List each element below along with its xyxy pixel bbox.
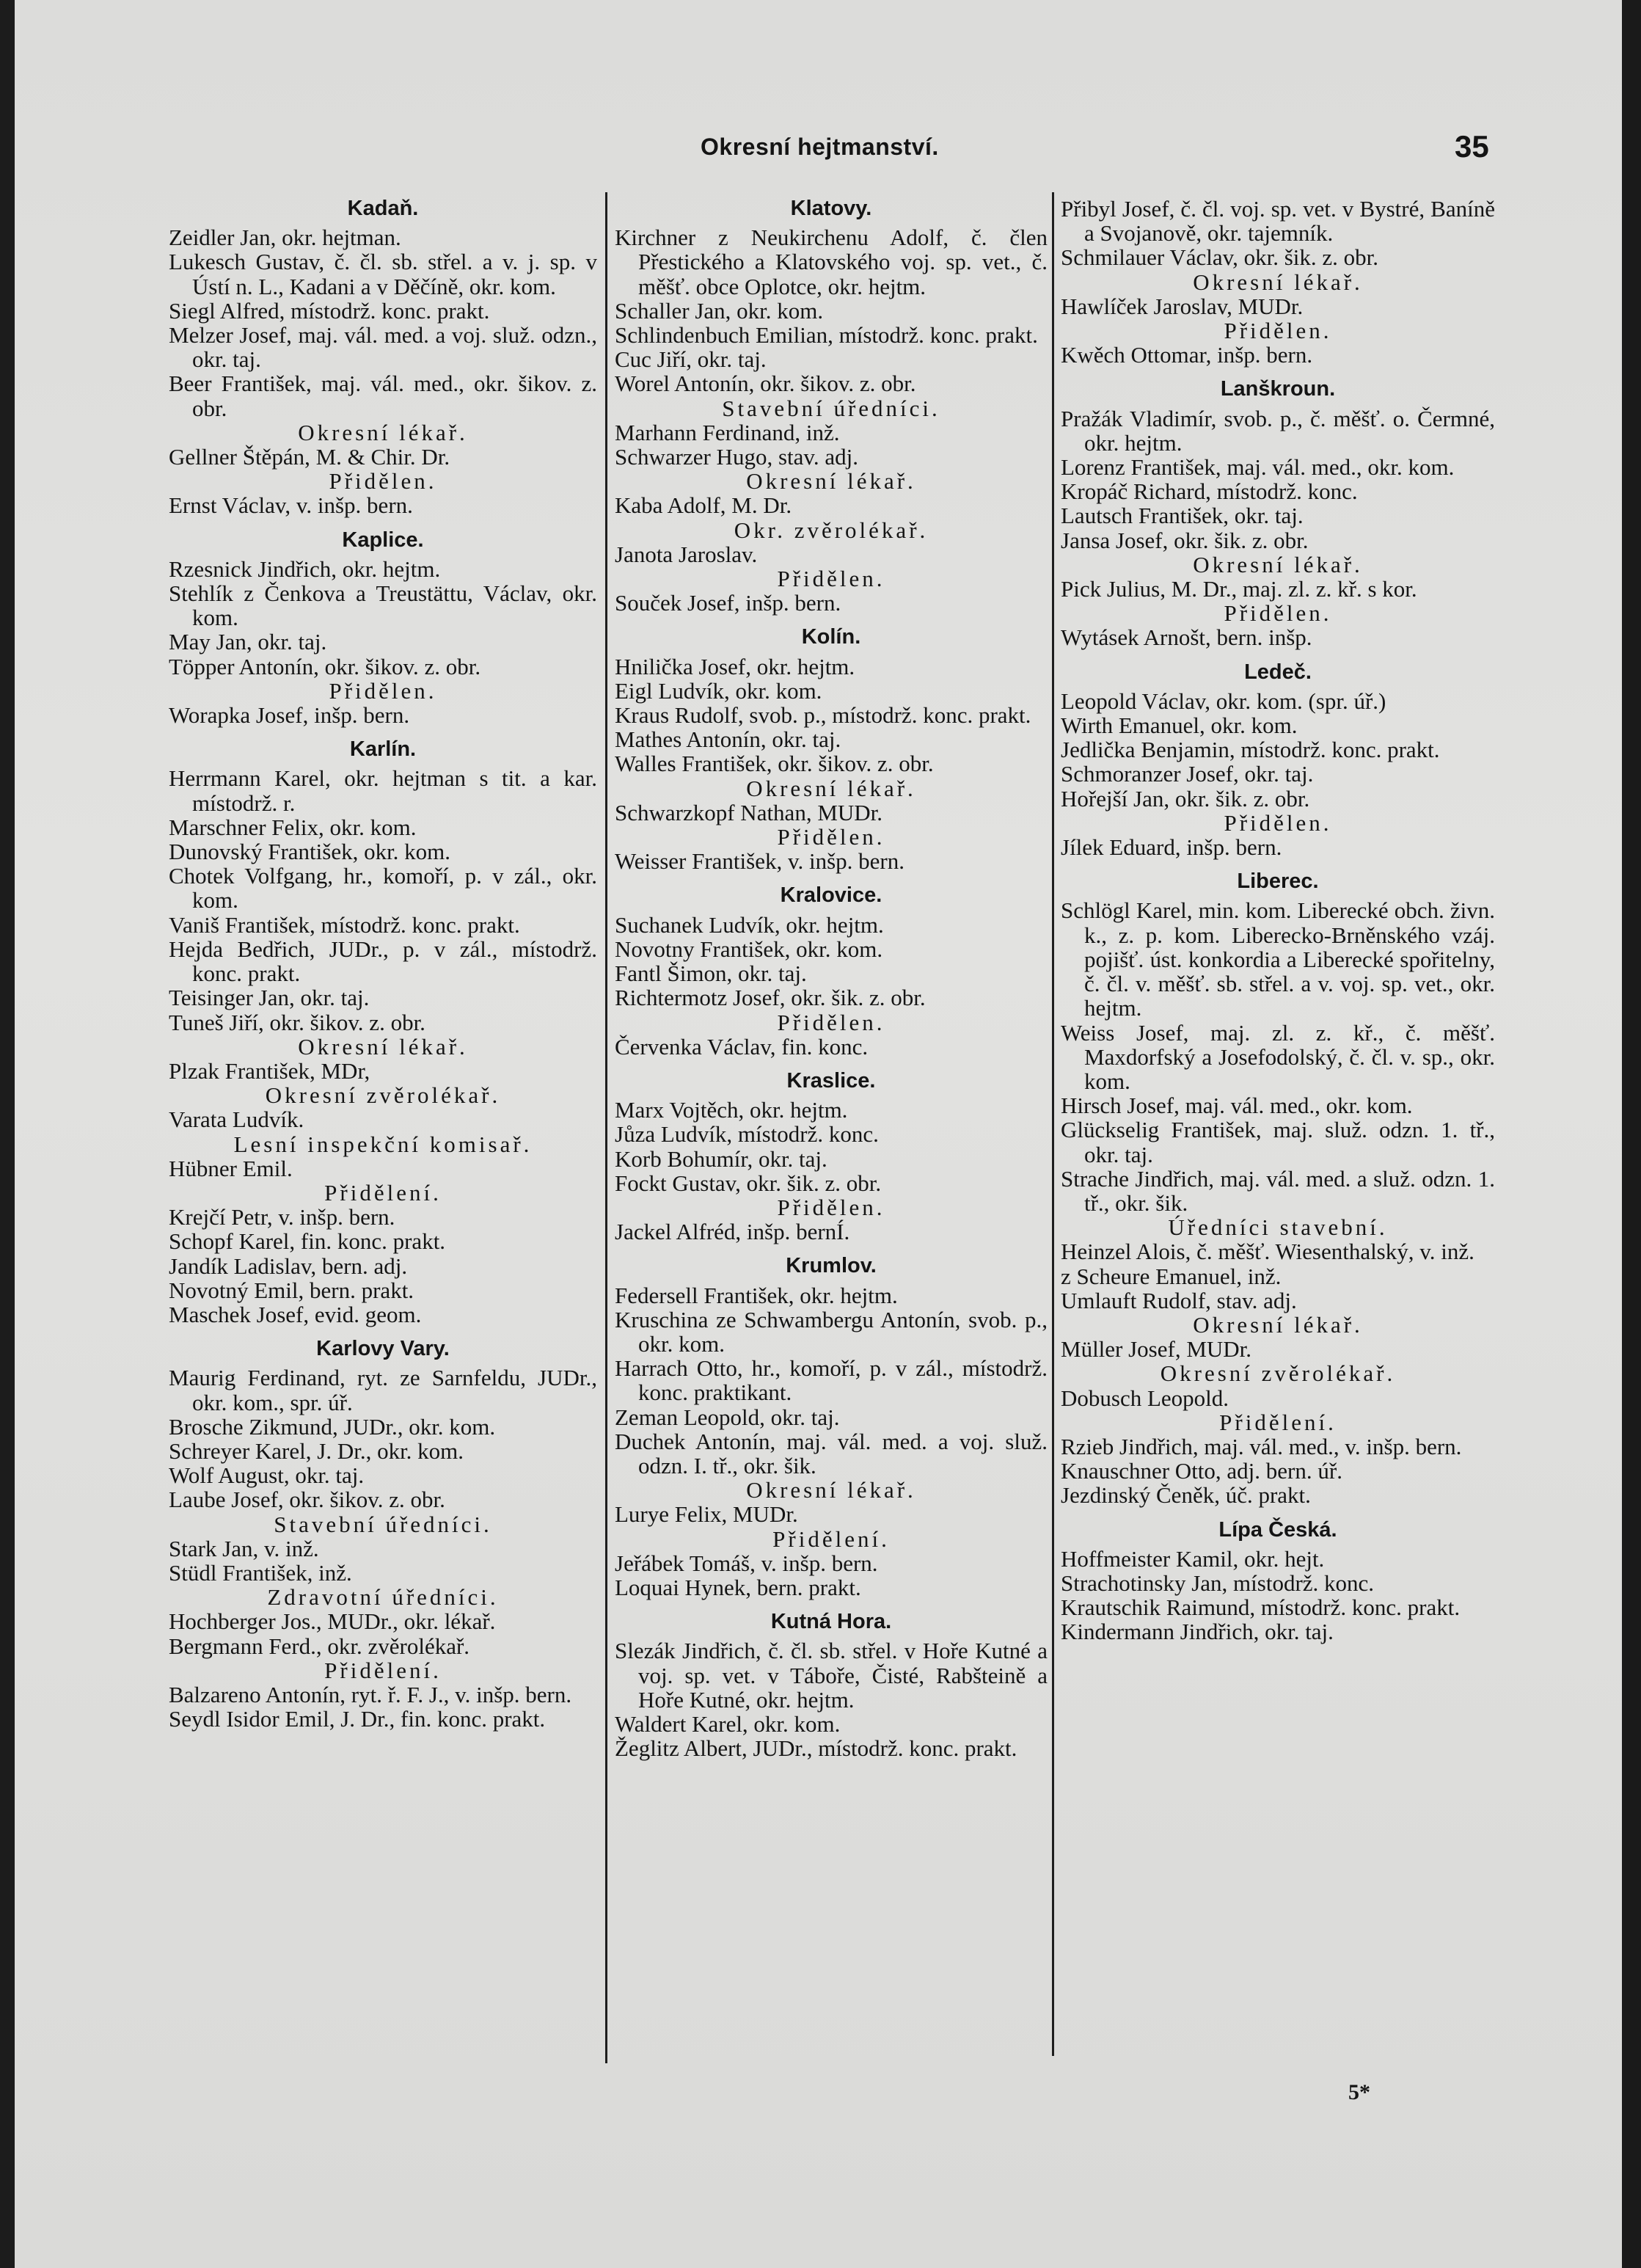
directory-entry: Hübner Emil.	[169, 1155, 293, 1181]
directory-entry: Stehlík z Čenkova a Treustättu, Václav, okr. kom.	[169, 580, 597, 631]
subsection-label: Okresní lékař.	[746, 1477, 916, 1503]
directory-entry: Žeglitz Albert, JUDr., místodrž. konc. prakt.	[615, 1735, 1017, 1762]
directory-entry: Federsell František, okr. hejtm.	[615, 1282, 898, 1308]
signature-mark: 5*	[1348, 2080, 1370, 2104]
directory-entry: Lurye Felix, MUDr.	[615, 1501, 798, 1528]
directory-entry: Jackel Alfréd, inšp. bernÍ.	[615, 1219, 850, 1245]
subsection-label: Okresní lékař.	[298, 419, 468, 445]
directory-entry: Melzer Josef, maj. vál. med. a voj. služ. odzn., okr. taj.	[169, 322, 597, 373]
directory-entry: Worapka Josef, inšp. bern.	[169, 702, 410, 729]
section-heading: Krumlov.	[786, 1254, 877, 1278]
directory-entry: Lorenz František, maj. vál. med., okr. kom.	[1061, 454, 1455, 481]
directory-entry: Schwarzer Hugo, stav. adj.	[615, 444, 858, 470]
directory-entry: Jandík Ladislav, bern. adj.	[169, 1252, 408, 1279]
subsection-label: Lesní inspekční komisař.	[233, 1131, 533, 1157]
subsection-label: Okresní lékař.	[746, 468, 916, 495]
directory-entry: Siegl Alfred, místodrž. konc. prakt.	[169, 297, 490, 324]
directory-entry: Marschner Felix, okr. kom.	[169, 814, 417, 840]
directory-entry: Jedlička Benjamin, místodrž. konc. prakt.	[1061, 737, 1440, 763]
subsection-label: Okresní lékař.	[298, 1033, 468, 1060]
directory-entry: Marx Vojtěch, okr. hejtm.	[615, 1097, 848, 1123]
subsection-label: Okresní zvěrolékař.	[1160, 1360, 1396, 1387]
directory-entry: Hirsch Josef, maj. vál. med., okr. kom.	[1061, 1093, 1413, 1119]
directory-entry: Lautsch František, okr. taj.	[1061, 503, 1304, 529]
directory-entry: Souček Josef, inšp. bern.	[615, 590, 841, 616]
directory-entry: Kirchner z Neukirchenu Adolf, č. člen Přestického a Klatovského voj. sp. vet., č. měšť. obce Oplotce, okr. hejtm.	[615, 225, 1048, 299]
section-heading: Kadaň.	[347, 197, 419, 220]
directory-entry: Maurig Ferdinand, ryt. ze Sarnfeldu, JUDr., okr. kom., spr. úř.	[169, 1365, 597, 1415]
section-heading: Liberec.	[1237, 869, 1319, 894]
subsection-label: Přidělen.	[777, 1194, 885, 1220]
directory-entry: Novotny František, okr. kom.	[615, 936, 883, 962]
section-heading: Lanškroun.	[1220, 377, 1336, 401]
directory-entry: Knauschner Otto, adj. bern. úř.	[1061, 1458, 1342, 1484]
directory-entry: Pick Julius, M. Dr., maj. zl. z. kř. s kor.	[1061, 576, 1417, 602]
subsection-label: Přidělení.	[324, 1179, 442, 1206]
subsection-label: Okr. zvěrolékař.	[734, 517, 929, 543]
section-heading: Karlín.	[349, 737, 417, 762]
subsection-label: Okresní lékař.	[1193, 551, 1363, 577]
subsection-label: Přidělen.	[329, 677, 437, 704]
directory-entry: Marhann Ferdinand, inž.	[615, 419, 840, 445]
directory-entry: Rzesnick Jindřich, okr. hejtm.	[169, 555, 441, 582]
directory-entry: Korb Bohumír, okr. taj.	[615, 1145, 827, 1172]
directory-entry: Seydl Isidor Emil, J. Dr., fin. konc. prakt.	[169, 1706, 546, 1732]
subsection-label: Úředníci stavební.	[1168, 1214, 1388, 1241]
subsection-label: Přidělení.	[324, 1657, 442, 1683]
directory-entry: Zeidler Jan, okr. hejtman.	[169, 225, 401, 251]
subsection-label: Přidělení.	[1219, 1409, 1337, 1435]
directory-entry: Stark Jan, v. inž.	[169, 1535, 319, 1561]
directory-entry: Heinzel Alois, č. měšť. Wiesenthalský, v. inž.	[1061, 1239, 1474, 1265]
directory-entry: Töpper Antonín, okr. šikov. z. obr.	[169, 653, 481, 679]
section-heading: Kutná Hora.	[770, 1610, 892, 1634]
subsection-label: Okresní lékař.	[1193, 1311, 1363, 1338]
directory-entry: Schaller Jan, okr. kom.	[615, 297, 824, 324]
directory-entry: Kindermann Jindřich, okr. taj.	[1061, 1619, 1334, 1645]
section-heading: Kolín.	[801, 625, 861, 649]
directory-entry: Kropáč Richard, místodrž. konc.	[1061, 478, 1358, 505]
directory-entry: Schwarzkopf Nathan, MUDr.	[615, 799, 883, 825]
directory-entry: Cuc Jiří, okr. taj.	[615, 346, 767, 373]
directory-entry: Krautschik Raimund, místodrž. konc. prakt.	[1061, 1594, 1461, 1621]
directory-entry: Hoffmeister Kamil, okr. hejt.	[1061, 1545, 1325, 1572]
section-heading: Kralovice.	[780, 883, 882, 908]
directory-entry: Eigl Ludvík, okr. kom.	[615, 677, 822, 704]
subsection-label: Stavební úředníci.	[274, 1511, 492, 1537]
directory-entry: Umlauft Rudolf, stav. adj.	[1061, 1287, 1297, 1313]
subsection-label: Stavební úředníci.	[722, 395, 940, 421]
directory-entry: Balzareno Antonín, ryt. ř. F. J., v. inšp. bern.	[169, 1681, 572, 1707]
directory-entry: Jůza Ludvík, místodrž. konc.	[615, 1121, 879, 1148]
directory-entry: Kraus Rudolf, svob. p., místodrž. konc. prakt.	[615, 702, 1031, 729]
directory-entry: Wolf August, okr. taj.	[169, 1462, 365, 1489]
section-heading: Kaplice.	[342, 528, 424, 552]
directory-entry: Kwěch Ottomar, inšp. bern.	[1061, 342, 1313, 368]
directory-entry: Zeman Leopold, okr. taj.	[615, 1404, 840, 1430]
directory-entry: Hejda Bedřich, JUDr., p. v zál., místodrž. konc. prakt.	[169, 936, 597, 987]
page-number: 35	[1455, 129, 1489, 164]
directory-entry: Glückselig František, maj. služ. odzn. 1. tř., okr. taj.	[1061, 1117, 1495, 1167]
directory-entry: Strache Jindřich, maj. vál. med. a služ. odzn. 1. tř., okr. šik.	[1061, 1165, 1495, 1216]
directory-entry: z Scheure Emanuel, inž.	[1061, 1263, 1282, 1289]
directory-entry: Novotný Emil, bern. prakt.	[169, 1277, 414, 1303]
directory-entry: Wirth Emanuel, okr. kom.	[1061, 712, 1298, 739]
directory-entry: Leopold Václav, okr. kom. (spr. úř.)	[1061, 688, 1386, 714]
directory-entry: Suchanek Ludvík, okr. hejtm.	[615, 911, 884, 938]
directory-entry: Wytásek Arnošt, bern. inšp.	[1061, 624, 1312, 651]
subsection-label: Zdravotní úředníci.	[267, 1584, 499, 1611]
directory-entry: Dobusch Leopold.	[1061, 1385, 1229, 1411]
scan-edge-right	[1622, 0, 1641, 2268]
subsection-label: Okresní lékař.	[1193, 269, 1363, 295]
directory-entry: Jansa Josef, okr. šik. z. obr.	[1061, 527, 1309, 553]
subsection-label: Přidělen.	[1224, 318, 1332, 344]
subsection-label: Přidělení.	[772, 1525, 890, 1552]
directory-entry: Červenka Václav, fin. konc.	[615, 1033, 869, 1060]
column-3	[1061, 197, 1495, 1644]
directory-entry: Slezák Jindřich, č. čl. sb. střel. v Hoře Kutné a voj. sp. vet. v Táboře, Čisté, Rabšteině a Hoře Kutné, okr. hejtm.	[615, 1638, 1048, 1713]
directory-entry: Kaba Adolf, M. Dr.	[615, 492, 792, 519]
directory-entry: Maschek Josef, evid. geom.	[169, 1301, 422, 1327]
directory-entry: Jezdinský Čeněk, úč. prakt.	[1061, 1482, 1311, 1509]
subsection-label: Přidělen.	[1224, 809, 1332, 836]
directory-entry: Fantl Šimon, okr. taj.	[615, 960, 807, 987]
directory-entry: Hnilička Josef, okr. hejtm.	[615, 653, 855, 679]
directory-entry: Tuneš Jiří, okr. šikov. z. obr.	[169, 1009, 425, 1035]
directory-entry: Schmilauer Václav, okr. šik. z. obr.	[1061, 244, 1379, 271]
directory-entry: Duchek Antonín, maj. vál. med. a voj. služ. odzn. I. tř., okr. šik.	[615, 1428, 1048, 1478]
directory-entry: Jílek Eduard, inšp. bern.	[1061, 834, 1282, 861]
directory-entry: Vaniš František, místodrž. konc. prakt.	[169, 911, 520, 938]
directory-entry: Loquai Hynek, bern. prakt.	[615, 1574, 861, 1600]
directory-entry: Plzak František, MDr,	[169, 1057, 370, 1084]
directory-entry: Laube Josef, okr. šikov. z. obr.	[169, 1487, 445, 1513]
page-title: Okresní hejtmanství.	[701, 134, 939, 160]
directory-entry: Worel Antonín, okr. šikov. z. obr.	[615, 371, 916, 397]
directory-entry: Přibyl Josef, č. čl. voj. sp. vet. v Bystré, Baníně a Svojanově, okr. tajemník.	[1061, 196, 1495, 247]
directory-entry: Rzieb Jindřich, maj. vál. med., v. inšp. bern.	[1061, 1433, 1462, 1459]
scan-edge-left	[0, 0, 15, 2268]
directory-entry: Schreyer Karel, J. Dr., okr. kom.	[169, 1437, 464, 1464]
directory-entry: Walles František, okr. šikov. z. obr.	[615, 751, 934, 777]
directory-entry: Janota Jaroslav.	[615, 541, 758, 567]
directory-entry: Hořejší Jan, okr. šik. z. obr.	[1061, 785, 1310, 812]
column-1	[169, 197, 597, 1731]
section-heading: Klatovy.	[790, 197, 872, 220]
subsection-label: Přidělen.	[1224, 600, 1332, 627]
section-heading: Kraslice.	[786, 1068, 876, 1093]
directory-entry: Varata Ludvík.	[169, 1106, 304, 1133]
directory-entry: Beer František, maj. vál. med., okr. šikov. z. obr.	[169, 371, 597, 421]
directory-entry: Weiss Josef, maj. zl. z. kř., č. měšť. Maxdorfský a Josefodolský, č. čl. v. sp., okr. kom.	[1061, 1019, 1495, 1094]
directory-entry: May Jan, okr. taj.	[169, 629, 327, 655]
directory-entry: Kruschina ze Schwambergu Antonín, svob. p., okr. kom.	[615, 1306, 1048, 1357]
directory-entry: Strachotinsky Jan, místodrž. konc.	[1061, 1569, 1375, 1596]
subsection-label: Přidělen.	[329, 468, 437, 495]
directory-entry: Richtermotz Josef, okr. šik. z. obr.	[615, 985, 926, 1011]
directory-entry: Chotek Volfgang, hr., komoří, p. v zál., okr. kom.	[169, 863, 597, 914]
section-heading: Lípa Česká.	[1218, 1517, 1337, 1542]
directory-entry: Ernst Václav, v. inšp. bern.	[169, 492, 413, 519]
directory-entry: Bergmann Ferd., okr. zvěrolékař.	[169, 1633, 470, 1659]
directory-entry: Mathes Antonín, okr. taj.	[615, 726, 841, 753]
directory-entry: Fockt Gustav, okr. šik. z. obr.	[615, 1170, 882, 1196]
directory-entry: Lukesch Gustav, č. čl. sb. střel. a v. j. sp. v Ústí n. L., Kadani a v Děčíně, okr. kom.	[169, 249, 597, 299]
directory-entry: Hochberger Jos., MUDr., okr. lékař.	[169, 1608, 496, 1635]
directory-entry: Herrmann Karel, okr. hejtman s tit. a kar. místodrž. r.	[169, 765, 597, 816]
directory-entry: Jeřábek Tomáš, v. inšp. bern.	[615, 1550, 878, 1576]
directory-entry: Dunovský František, okr. kom.	[169, 839, 451, 865]
subsection-label: Okresní lékař.	[746, 775, 916, 801]
directory-entry: Waldert Karel, okr. kom.	[615, 1710, 841, 1737]
directory-entry: Gellner Štěpán, M. & Chir. Dr.	[169, 444, 450, 470]
section-heading: Ledeč.	[1244, 660, 1312, 684]
directory-entry: Teisinger Jan, okr. taj.	[169, 985, 370, 1011]
directory-entry: Pražák Vladimír, svob. p., č. měšť. o. Čermné, okr. hejtm.	[1061, 405, 1495, 456]
directory-entry: Stüdl František, inž.	[169, 1559, 352, 1586]
directory-entry: Hawlíček Jaroslav, MUDr.	[1061, 293, 1304, 319]
subsection-label: Přidělen.	[777, 824, 885, 850]
subsection-label: Přidělen.	[777, 1009, 885, 1035]
directory-entry: Schmoranzer Josef, okr. taj.	[1061, 761, 1314, 787]
subsection-label: Přidělen.	[777, 566, 885, 592]
directory-entry: Schopf Karel, fin. konc. prakt.	[169, 1228, 446, 1255]
column-2	[615, 197, 1048, 1760]
directory-entry: Müller Josef, MUDr.	[1061, 1336, 1252, 1363]
subsection-label: Okresní zvěrolékař.	[265, 1082, 501, 1109]
directory-entry: Schlindenbuch Emilian, místodrž. konc. prakt.	[615, 322, 1038, 349]
column-rule-1	[605, 192, 607, 2063]
directory-entry: Krejčí Petr, v. inšp. bern.	[169, 1204, 395, 1230]
directory-entry: Schlögl Karel, min. kom. Liberecké obch. živn. k., z. p. kom. Liberecko-Brněnského vzáj. pojišť. úst. konkordia a Liberecké spořitelny, č. čl. v. měšť. sb. střel. a v. voj. sp. vet., okr. hejtm.	[1061, 897, 1495, 1021]
column-rule-2	[1052, 192, 1054, 2056]
directory-entry: Brosche Zikmund, JUDr., okr. kom.	[169, 1413, 496, 1440]
directory-entry: Harrach Otto, hr., komoří, p. v zál., místodrž. konc. praktikant.	[615, 1355, 1048, 1406]
directory-entry: Weisser František, v. inšp. bern.	[615, 848, 904, 875]
section-heading: Karlovy Vary.	[316, 1337, 450, 1361]
